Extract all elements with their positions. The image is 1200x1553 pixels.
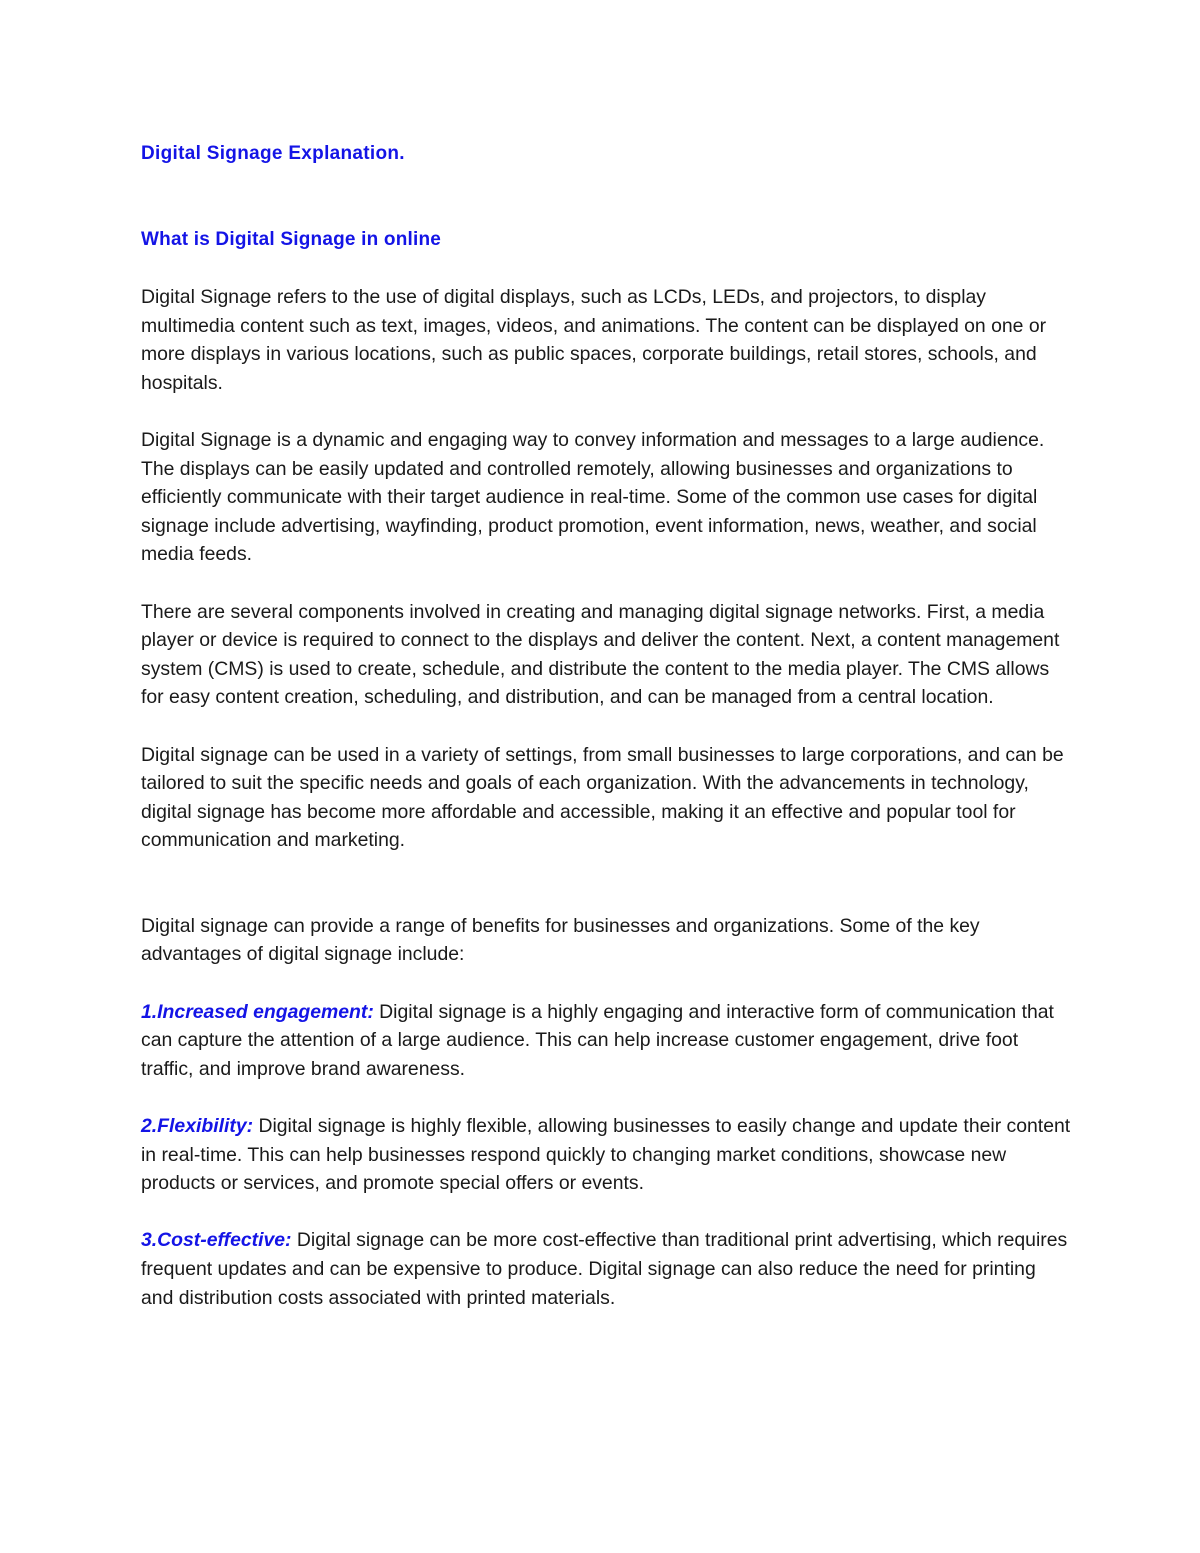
benefit-item [141, 1112, 1071, 1198]
benefit-label: 1.Increased engagement: [141, 1000, 374, 1023]
benefit-item [141, 1226, 1071, 1312]
paragraph-settings: Digital signage can be used in a variety of settings, from small businesses to large corporations, and can be tailored to suit the specific needs and goals of each organization. With the advancements in technology, digital signage has become more affordable and accessible, making it an effective and popular tool for communication and marketing. [141, 743, 1064, 852]
paragraph-dynamic: Digital Signage is a dynamic and engaging way to convey information and messages to a large audience. The displays can be easily updated and controlled remotely, allowing businesses and organizations to efficiently communicate with their target audience in real-time. Some of the common use cases for digital signage include advertising, wayfinding, product promotion, event information, news, weather, and social media feeds. [141, 428, 1045, 566]
benefit-item [141, 998, 1071, 1084]
section-heading: What is Digital Signage in online [141, 229, 442, 250]
document-page [141, 140, 1071, 1312]
document-title: Digital Signage Explanation. [141, 143, 405, 164]
paragraph-benefits-intro: Digital signage can provide a range of benefits for businesses and organizations. Some of the key advantages of digital signage include: [141, 914, 980, 966]
benefit-text: Digital signage can be more cost-effective than traditional print advertising, which requires frequent updates and can be expensive to produce. Digital signage can also reduce the need for printing and distribution costs associated with printed materials. [141, 1229, 1068, 1309]
benefit-label: 2.Flexibility: [141, 1115, 254, 1138]
benefit-label: 3.Cost-effective: [141, 1229, 292, 1252]
paragraph-definition: Digital Signage refers to the use of digital displays, such as LCDs, LEDs, and projectors, to display multimedia content such as text, images, videos, and animations. The content can be displayed on one or more displays in various locations, such as public spaces, corporate buildings, retail stores, schools, and hospitals. [141, 286, 1047, 394]
benefit-text: Digital signage is highly flexible, allowing businesses to easily change and update their content in real-time. This can help businesses respond quickly to changing market conditions, showcase new products or services, and promote special offers or events. [141, 1115, 1071, 1195]
benefit-text: Digital signage is a highly engaging and interactive form of communication that can capture the attention of a large audience. This can help increase customer engagement, drive foot traffic, and improve brand awareness. [141, 1000, 1054, 1080]
paragraph-components: There are several components involved in creating and managing digital signage networks. First, a media player or device is required to connect to the displays and deliver the content. Next, a content management system (CMS) is used to create, schedule, and distribute the content to the media player. The CMS allows for easy content creation, scheduling, and distribution, and can be managed from a central location. [141, 600, 1060, 709]
